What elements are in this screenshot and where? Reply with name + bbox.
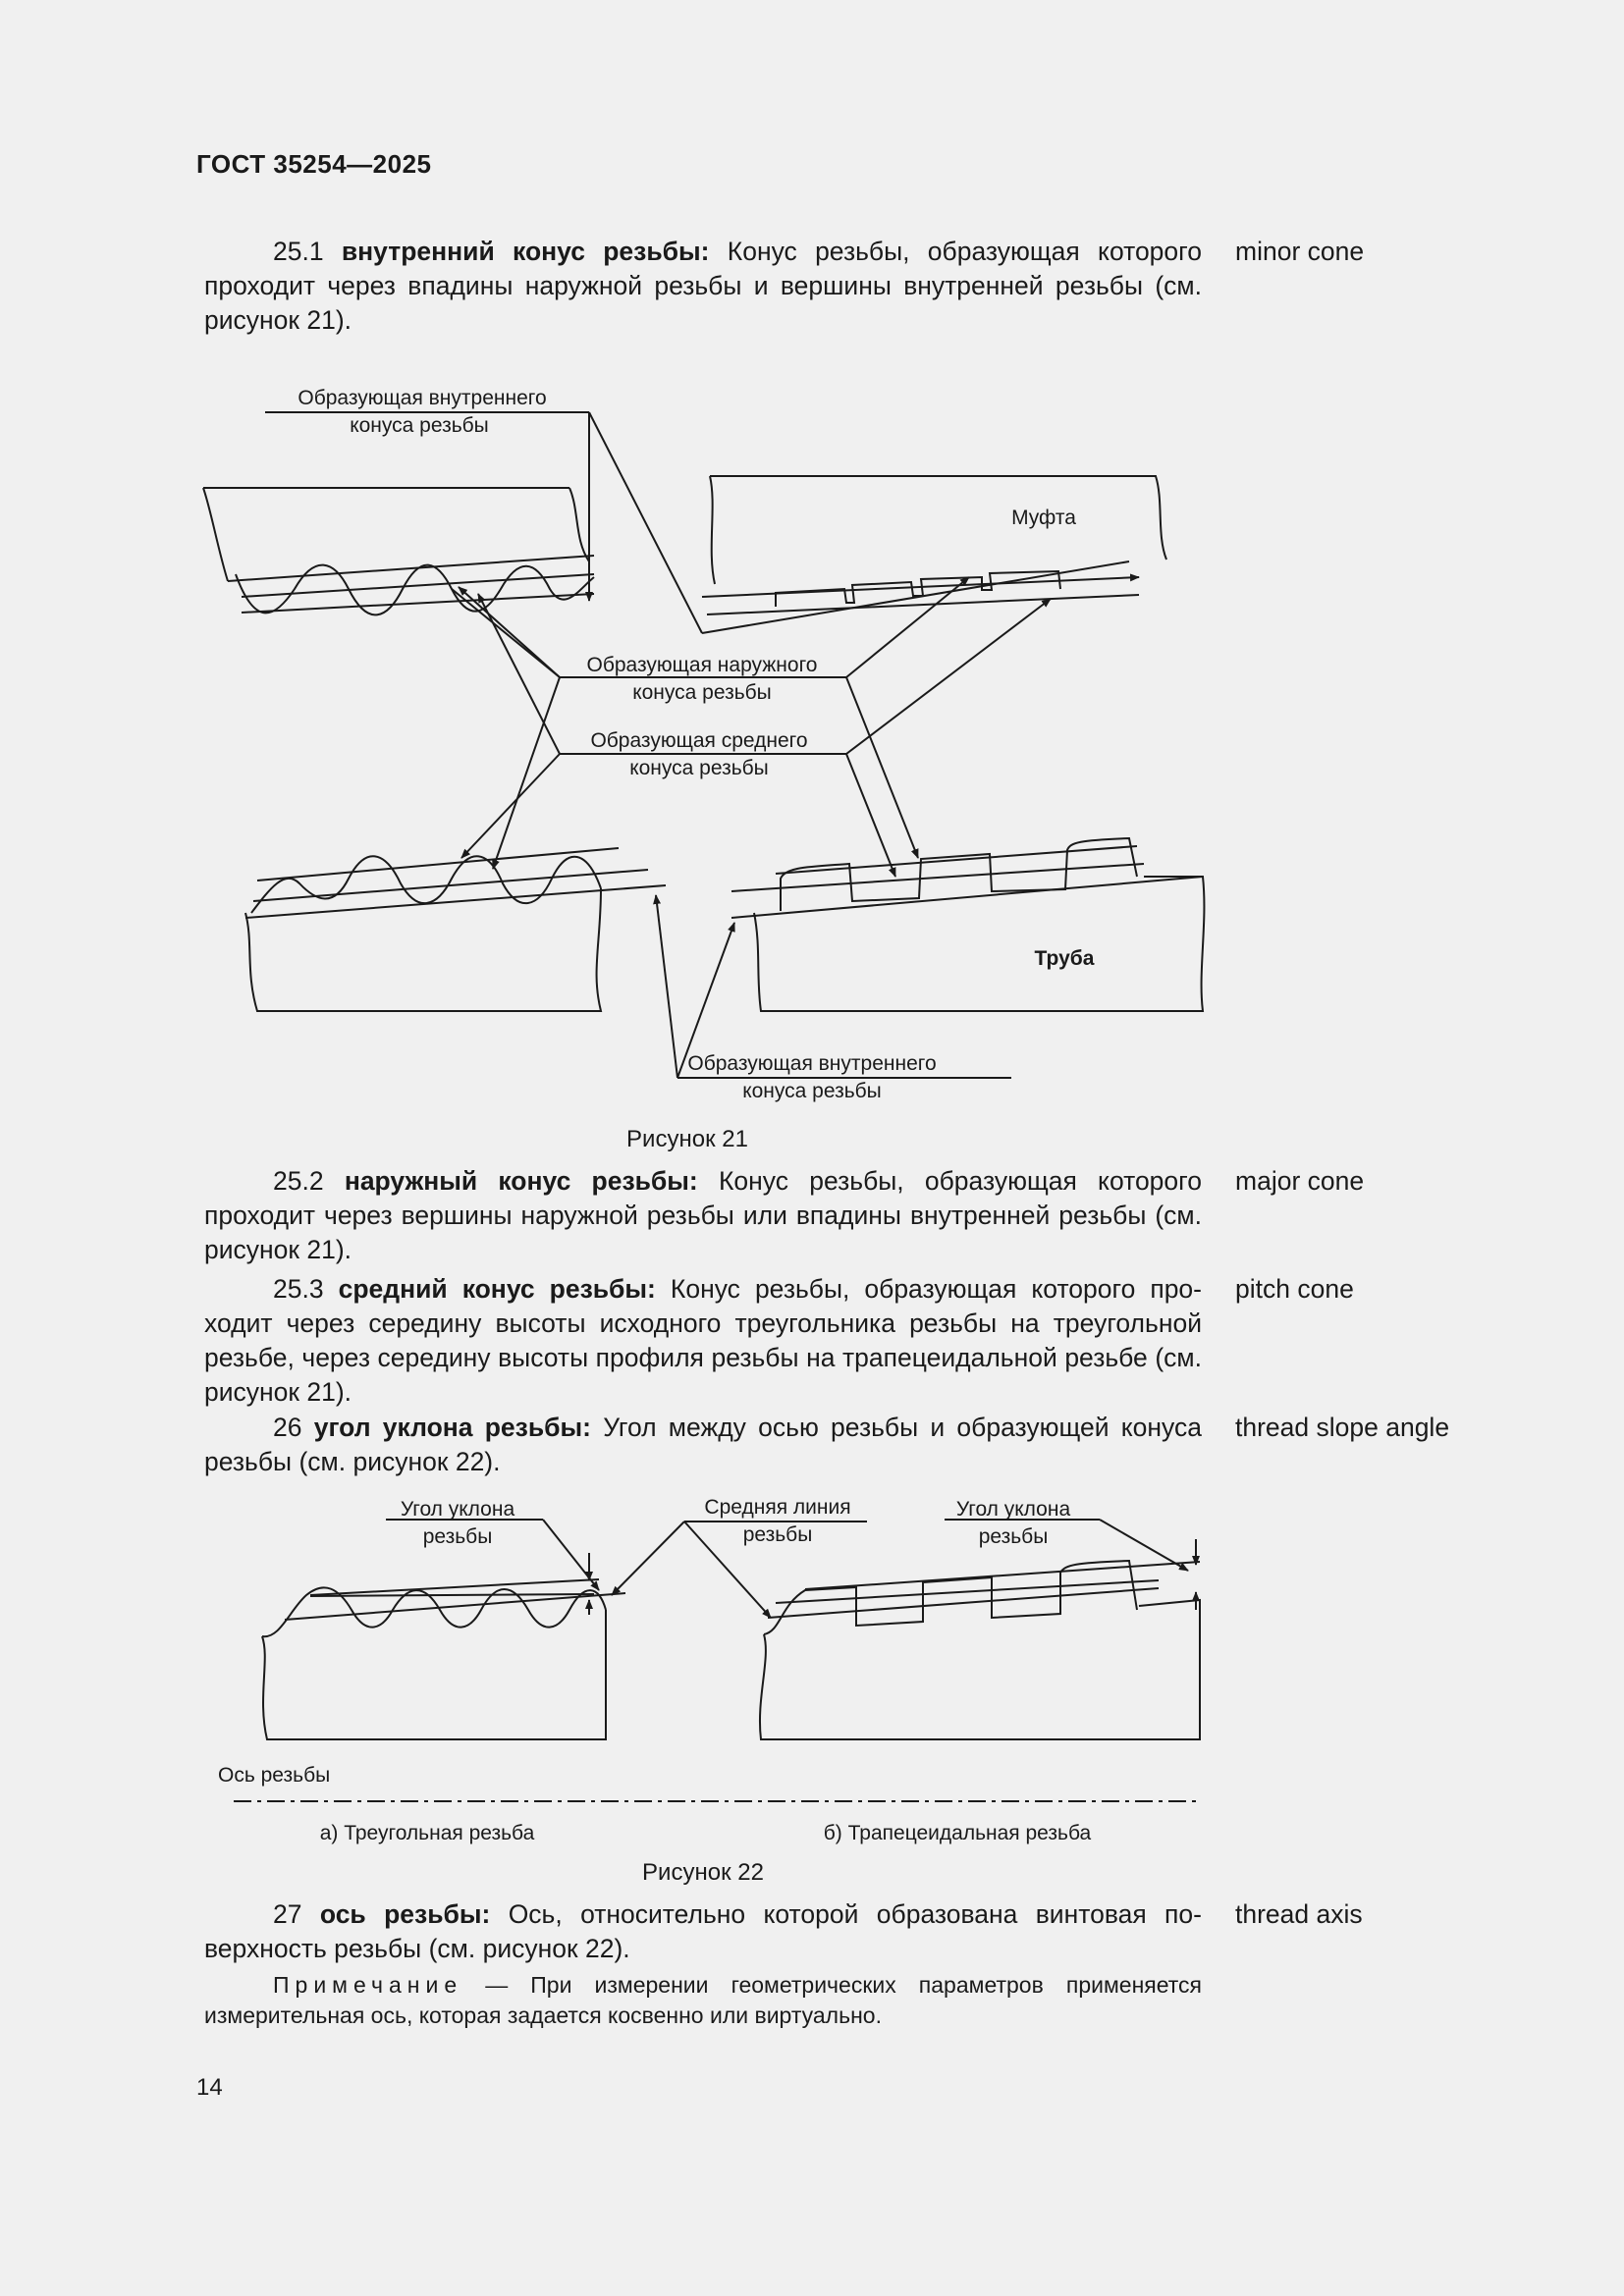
section-25-3	[204, 1272, 1202, 1410]
label-middle-1: Образующая среднего	[590, 729, 808, 752]
label-slope-right-2: резьбы	[978, 1525, 1049, 1548]
figure-22-diagram	[206, 1487, 1218, 1860]
label-slope-right-1: Угол уклона	[955, 1498, 1071, 1521]
coupling-outline	[710, 476, 1166, 560]
label-middle-2: конуса резьбы	[629, 757, 769, 779]
figure-22-caption: Рисунок 22	[642, 1859, 764, 1886]
label-inner-top-1: Образующая внутреннего	[298, 387, 547, 409]
label-outer-2: конуса резьбы	[632, 681, 772, 704]
term: средний конус резьбы:	[338, 1274, 656, 1304]
note	[204, 1970, 1202, 2031]
definition: Ось, относительно которой образована винтовая по-верхность резьбы (см. рисунок 22).	[204, 1899, 1202, 1963]
section-number: 27	[273, 1899, 302, 1929]
term-en-minor-cone: minor cone	[1235, 237, 1365, 266]
term-en-major-cone: major cone	[1235, 1166, 1365, 1196]
top-left-part-outline	[203, 488, 228, 581]
section-number: 26	[273, 1413, 302, 1442]
label-inner-top-2: конуса резьбы	[350, 414, 489, 437]
section-number: 25.1	[273, 237, 324, 266]
section-27	[204, 1897, 1202, 1966]
subcaption-b: б) Трапецеидальная резьба	[823, 1822, 1092, 1844]
term-en-pitch-cone: pitch cone	[1235, 1274, 1354, 1304]
label-coupling: Муфта	[1011, 507, 1076, 529]
term: внутренний конус резьбы:	[341, 237, 710, 266]
top-left-thread-wave	[236, 565, 594, 615]
section-25-1	[204, 235, 1202, 338]
bottom-left-part-outline	[245, 888, 601, 1011]
label-midline-1: Средняя линия	[704, 1496, 851, 1519]
section-25-2	[204, 1164, 1202, 1267]
label-inner-bottom-1: Образующая внутреннего	[687, 1052, 937, 1075]
figure-21-diagram	[187, 373, 1218, 1119]
definition: Конус резьбы, образующая которого про-ходит через середину высоты исходного треугольника резьбы на треугольной резьбе, через середину высоты профиля резьбы на трапецеидальной резьбе (см. рисунок 21).	[204, 1274, 1202, 1407]
label-pipe: Труба	[1034, 947, 1095, 970]
subcaption-a: а) Треугольная резьба	[319, 1822, 535, 1844]
pipe-thread-teeth	[781, 838, 1137, 911]
label-inner-bottom-2: конуса резьбы	[742, 1080, 882, 1102]
figure-21-caption: Рисунок 21	[626, 1126, 748, 1152]
term: угол уклона резьбы:	[313, 1413, 591, 1442]
label-midline-2: резьбы	[742, 1523, 813, 1546]
section-26	[204, 1411, 1202, 1479]
section-number: 25.2	[273, 1166, 324, 1196]
term: ось резьбы:	[319, 1899, 491, 1929]
trapezoidal-part-outline	[760, 1600, 1200, 1739]
triangular-part-outline	[262, 1610, 606, 1739]
term: наружный конус резьбы:	[344, 1166, 698, 1196]
section-number: 25.3	[273, 1274, 324, 1304]
label-outer-1: Образующая наружного	[586, 654, 818, 676]
document-header: ГОСТ 35254—2025	[196, 149, 432, 179]
term-en-thread-axis: thread axis	[1235, 1899, 1363, 1929]
label-thread-axis: Ось резьбы	[218, 1764, 331, 1787]
note-text: — При измерении геометрических параметров применяется измерительная ось, которая задается косвенно или виртуально.	[204, 1972, 1202, 2028]
definition: Конус резьбы, образующая которого проходит через впадины наружной резьбы и вершины внутренней резьбы (см. рисунок 21).	[204, 237, 1202, 335]
label-slope-left-1: Угол уклона	[400, 1498, 515, 1521]
label-slope-left-2: резьбы	[422, 1525, 493, 1548]
trapezoidal-thread-teeth	[764, 1561, 1137, 1634]
definition: Конус резьбы, образующая которого проходит через вершины наружной резьбы или впадины внутренней резьбы (см. рисунок 21).	[204, 1166, 1202, 1264]
term-en-thread-slope-angle: thread slope angle	[1235, 1413, 1450, 1442]
note-label: Примечание	[273, 1972, 463, 1998]
definition: Угол между осью резьбы и образующей конуса резьбы (см. рисунок 22).	[204, 1413, 1202, 1476]
page-number: 14	[196, 2074, 223, 2101]
